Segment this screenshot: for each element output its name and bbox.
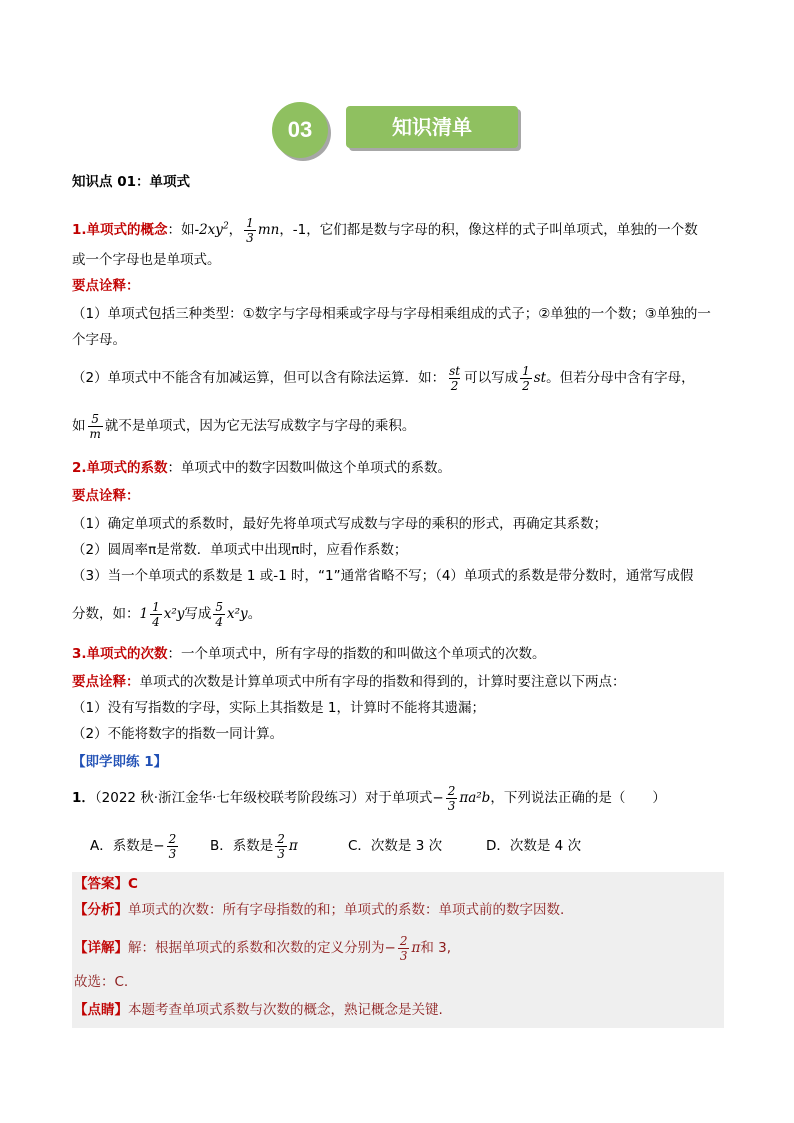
note2-frac-14 bbox=[150, 600, 162, 629]
option-b-label: B．系数是 bbox=[210, 838, 274, 854]
def1-frac-num: 1 bbox=[246, 215, 254, 230]
detail-frac bbox=[398, 934, 410, 963]
option-a-frac bbox=[167, 832, 179, 861]
note2-n2: （2）圆周率π是常数．单项式中出现π时，应看作系数； bbox=[72, 542, 408, 558]
frac-tail: st bbox=[533, 370, 547, 386]
frac-den: 4 bbox=[215, 614, 224, 629]
note1-n2a-text3: 。但若分母中含有字母， bbox=[546, 370, 695, 386]
analysis-tag: 【分析】 bbox=[74, 902, 128, 918]
note1-n1a: （1）单项式包括三种类型：①数字与字母相乘或字母与字母相乘组成的式子；②单独的一个数；③单独的一 bbox=[72, 306, 711, 322]
tip-tag: 【点睛】 bbox=[74, 1002, 128, 1018]
option-d[interactable]: D．次数是 4 次 bbox=[486, 838, 582, 854]
note2-n4-text1: 分数，如： bbox=[72, 606, 140, 622]
question-source: （2022 秋·浙江金华·七年级校联考阶段练习）对于单项式 bbox=[94, 790, 433, 806]
frac-den: 3 bbox=[168, 846, 177, 861]
def2-label: 2.单项式的系数 bbox=[72, 460, 168, 476]
def1-frac-tail: mn bbox=[257, 222, 280, 238]
def1-text-c: ，-1，它们都是数与字母的积，像这样的式子叫单项式，单独的一个数 bbox=[279, 222, 698, 238]
answer-line bbox=[74, 874, 138, 894]
def3-text: ：一个单项式中，所有字母的指数的和叫做这个单项式的次数。 bbox=[167, 646, 546, 662]
note1-frac-st bbox=[447, 364, 462, 393]
note1-n1b: 个字母。 bbox=[72, 332, 126, 348]
note1-frac-half bbox=[520, 364, 532, 393]
def2 bbox=[72, 458, 451, 478]
header-title: 知识清单 bbox=[392, 115, 472, 139]
mixed-whole: 1 bbox=[139, 606, 149, 622]
question-frac bbox=[446, 784, 458, 813]
answer-value: C bbox=[128, 876, 138, 892]
note1-n2a-text2: 可以写成 bbox=[464, 370, 519, 386]
detail-text2: 和 3, bbox=[420, 940, 451, 956]
note1-n2a-text1: （2）单项式中不能含有加减运算，但可以含有除法运算．如： bbox=[72, 370, 446, 386]
note1-n2b-text2: 就不是单项式，因为它无法写成数字与字母的乘积。 bbox=[104, 418, 416, 434]
option-a[interactable]: A．系数是− $\frac{2}{3}$ bbox=[90, 831, 177, 861]
note3-n2: （2）不能将数字的指数一同计算。 bbox=[72, 726, 284, 742]
def1-label: 1.单项式的概念 bbox=[72, 222, 168, 238]
frac-tail: x²y bbox=[163, 606, 185, 622]
def1-math1-sup: 2 bbox=[222, 221, 229, 232]
header-number: 03 bbox=[287, 117, 313, 142]
frac-num: 2 bbox=[447, 783, 456, 798]
note2-n4 bbox=[72, 596, 261, 632]
note-label-3: 要点诠释： bbox=[72, 674, 140, 690]
frac-num: st bbox=[449, 363, 461, 378]
choose-line: 故选：C. bbox=[74, 974, 129, 990]
note2-frac-54 bbox=[213, 600, 225, 629]
detail-line: 【详解】解：根据单项式的系数和次数的定义分别为− $\frac{2}{3}$ π和 3, bbox=[74, 933, 451, 963]
analysis-line bbox=[74, 900, 564, 920]
def1-text-a: ：如 bbox=[167, 222, 195, 238]
note2-n4-text2: 写成 bbox=[184, 606, 212, 622]
question-line: 1．（2022 秋·浙江金华·七年级校联考阶段练习）对于单项式− $\frac{2}{3}$ πa²b，下列说法正确的是（ ） bbox=[72, 783, 666, 813]
def3 bbox=[72, 644, 546, 664]
option-b[interactable] bbox=[210, 828, 298, 864]
def3-label: 3.单项式的次数 bbox=[72, 646, 168, 662]
note3-lead-line bbox=[72, 672, 626, 692]
note1-n2b bbox=[72, 408, 415, 444]
note3-n1: （1）没有写指数的字母，实际上其指数是 1，计算时不能将其遗漏； bbox=[72, 700, 485, 716]
tip-line bbox=[74, 1000, 443, 1020]
def2-text: ：单项式中的数字因数叫做这个单项式的系数。 bbox=[167, 460, 452, 476]
practice-title: 【即学即练 1】 bbox=[72, 754, 168, 770]
note2-n4-text3: 。 bbox=[247, 606, 262, 622]
question-tail: ，下列说法正确的是（ ） bbox=[490, 790, 666, 806]
frac-den: 4 bbox=[152, 614, 160, 629]
frac-num: 1 bbox=[152, 599, 160, 614]
def1-line1 bbox=[72, 212, 698, 248]
frac-num: 5 bbox=[91, 411, 100, 426]
answer-tag: 【答案】 bbox=[74, 876, 128, 892]
frac-den: 3 bbox=[277, 846, 285, 861]
frac-den: 3 bbox=[447, 798, 456, 813]
note1-n2b-text1: 如 bbox=[72, 418, 86, 434]
options-row bbox=[90, 828, 710, 864]
note2-n1: （1）确定单项式的系数时，最好先将单项式写成数与字母的乘积的形式，再确定其系数； bbox=[72, 516, 608, 532]
frac-den: m bbox=[89, 426, 101, 441]
def1-math1 bbox=[195, 222, 229, 238]
frac-num: 2 bbox=[277, 831, 285, 846]
def1-math1-base: -2xy bbox=[194, 222, 223, 238]
frac-num: 1 bbox=[522, 363, 530, 378]
detail-tag: 【详解】 bbox=[74, 940, 128, 956]
section-title: 知识点 01：单项式 bbox=[72, 174, 190, 190]
def1-frac-den: 3 bbox=[246, 230, 254, 245]
note1-n2a bbox=[72, 360, 695, 396]
note-label-2: 要点诠释： bbox=[72, 488, 140, 504]
frac-num: 2 bbox=[168, 831, 177, 846]
frac-tail: π bbox=[411, 940, 421, 956]
tip-text: 本题考查单项式系数与次数的概念，熟记概念是关键. bbox=[128, 1002, 443, 1018]
frac-den: 2 bbox=[450, 378, 459, 393]
header-badge bbox=[270, 100, 530, 160]
note-label-1: 要点诠释： bbox=[72, 278, 140, 294]
option-c[interactable]: C．次数是 3 次 bbox=[348, 838, 443, 854]
option-b-frac bbox=[275, 832, 287, 861]
question-number: 1． bbox=[72, 790, 95, 806]
note2-n3: （3）当一个单项式的系数是 1 或-1 时，“1”通常省略不写；（4）单项式的系数是带分数时，通常写成假 bbox=[72, 568, 694, 584]
note1-frac-5m bbox=[88, 412, 103, 441]
frac-tail: πa²b bbox=[459, 790, 491, 806]
def1-text-b: ， bbox=[228, 222, 243, 238]
note3-lead: 单项式的次数是计算单项式中所有字母的指数和得到的，计算时要注意以下两点： bbox=[139, 674, 626, 690]
def1-line2: 或一个字母也是单项式。 bbox=[72, 252, 221, 268]
option-a-label: A．系数是 bbox=[90, 838, 154, 854]
frac-num: 5 bbox=[215, 599, 224, 614]
option-b-pi: π bbox=[288, 838, 298, 854]
frac-den: 3 bbox=[399, 948, 408, 963]
def1-frac bbox=[244, 216, 256, 245]
frac-tail: x²y bbox=[227, 606, 248, 622]
frac-num: 2 bbox=[399, 933, 408, 948]
frac-den: 2 bbox=[522, 378, 530, 393]
detail-text1: 解：根据单项式的系数和次数的定义分别为 bbox=[128, 940, 385, 956]
analysis-text: 单项式的次数：所有字母指数的和；单项式的系数：单项式前的数字因数. bbox=[128, 902, 565, 918]
